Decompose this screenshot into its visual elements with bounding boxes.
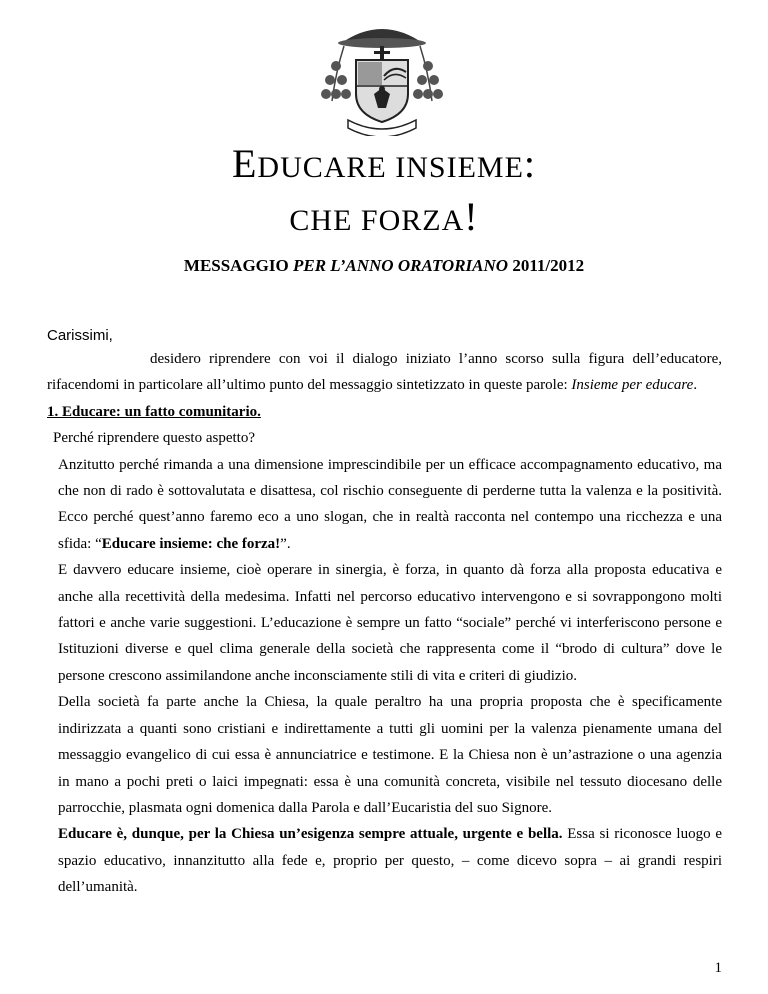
section-question: Perché riprendere questo aspetto? [53, 430, 255, 447]
title-words-2: CHE FORZA [289, 204, 465, 237]
title-exclamation: ! [464, 194, 479, 239]
intro-paragraph [47, 346, 722, 399]
paragraph-1-end: ”. [280, 535, 291, 552]
coat-of-arms-icon [318, 16, 446, 136]
letter-body [47, 346, 722, 901]
intro-end: . [693, 377, 698, 394]
paragraph-4-text: Essa si riconosce luogo e spazio educativo, innanzitutto alla fede e, proprio per questo, – come dicevo sopra – ai grandi respiri dell’umanità. [58, 826, 722, 896]
coat-of-arms [318, 16, 446, 136]
paragraph-2: E davvero educare insieme, cioè operare in sinergia, è forza, in quanto dà forza alla proposta educativa e anche alla recettività della medesima. Infatti nel percorso educativo intervengono e si sovrappongono molti fattori e anche varie suggestioni. L’educazione è sempre un fatto “sociale” perché vi interferiscono persone e Istituzioni diverse e quel clima generale della società che rappresenta come il “brodo di cultura” dove le persone crescono assimilandone anche inconsciamente stili di vita e criteri di giudizio. [58, 562, 722, 684]
intro-text: desidero riprendere con voi il dialogo iniziato l’anno scorso sulla figura dell’educatore, rifacendomi in particolare all’ultimo punto del messaggio sintetizzato in queste parole: [47, 351, 722, 394]
title-initial: E [231, 141, 258, 186]
intro-italic: Insieme per educare [571, 377, 694, 394]
title-line-1 [0, 140, 768, 187]
greeting: Carissimi, [47, 327, 113, 344]
title-colon: : [523, 141, 537, 186]
section-heading: 1. Educare: un fatto comunitario. [47, 403, 261, 420]
title-line-2 [0, 193, 768, 240]
paragraph-3: Della società fa parte anche la Chiesa, la quale peraltro ha una propria proposta che è specificamente indirizzata a quanti sono cristiani e indirettamente a tutti gli uomini per la valenza pienamente umana del messaggio evangelico di cui essa è annunciatrice e testimone. E la Chiesa non è un’astrazione o una agenzia in mano a pochi preti o laici impegnati: essa è una comunità concreta, visibile nel tessuto diocesano delle parrocchie, plasmata ogni domenica dalla Parola e dall’Eucaristia del suo Signore. [58, 694, 722, 816]
subtitle [0, 256, 768, 276]
subtitle-year: 2011/2012 [512, 256, 585, 275]
subtitle-initial: M [183, 256, 200, 275]
paragraph-4 [47, 821, 722, 900]
subtitle-word: ESSAGGIO [199, 256, 293, 275]
subtitle-italic: PER L’ANNO ORATORIANO [293, 256, 513, 275]
slogan-bold: Educare insieme: che forza! [101, 535, 281, 552]
paragraph-1 [47, 452, 722, 558]
paragraph-1-text: Anzitutto perché rimanda a una dimensione imprescindibile per un efficace accompagnamento educativo, ma che non di rado è sottovalutata e disattesa, col rischio conseguente di perderne tutta la valenza e la positività. Ecco perché quest’anno faremo eco a uno slogan, che in realtà racconta nel contempo una ricchezza e una sfida: “ [58, 456, 722, 552]
title-words-1: DUCARE INSIEME [257, 151, 524, 184]
page-number: 1 [714, 960, 722, 976]
paragraph-4-bold: Educare è, dunque, per la Chiesa un’esigenza sempre attuale, urgente e bella. [58, 826, 563, 843]
